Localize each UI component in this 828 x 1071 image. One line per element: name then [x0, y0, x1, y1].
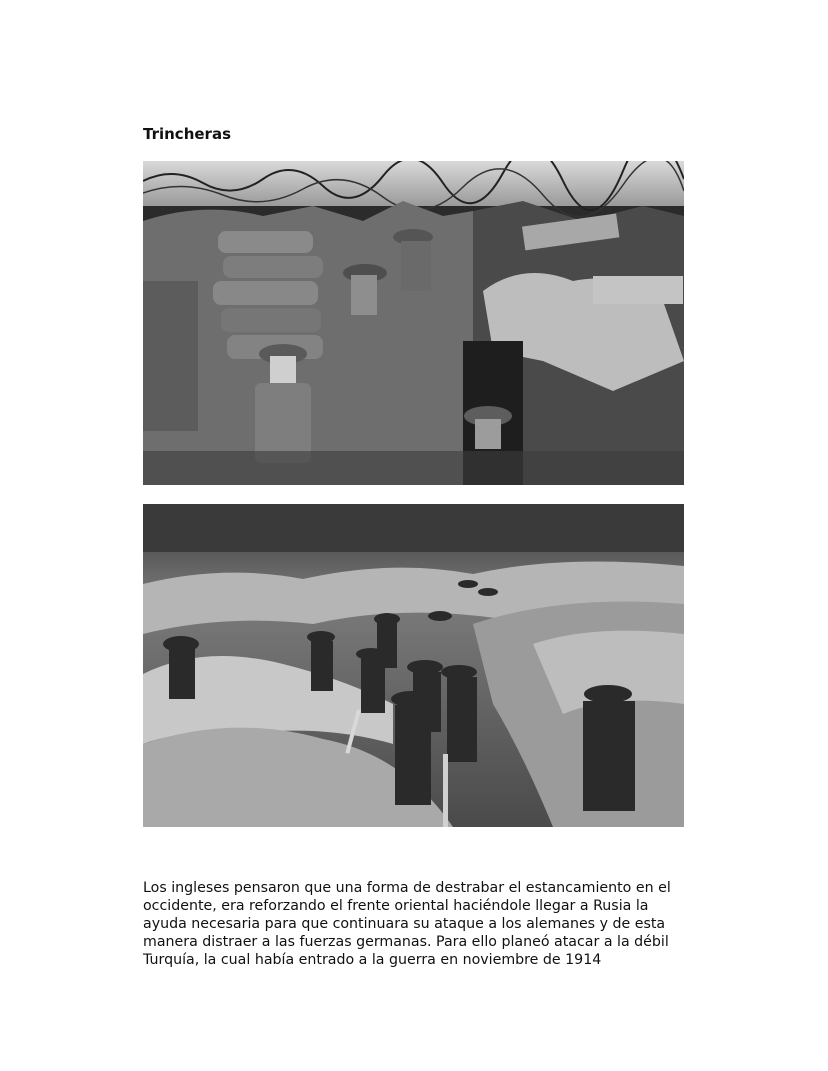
trench-soldiers-photo [143, 161, 684, 485]
page-title: Trincheras [143, 125, 231, 143]
trench-line-photo [143, 504, 684, 827]
body-paragraph: Los ingleses pensaron que una forma de destrabar el estancamiento en el occidente, era reforzando el frente oriental haciéndole llegar a Rusia la ayuda necesaria para que continuara su ataque a los alemanes y de esta manera distraer a las fuerzas germanas. Para ello planeó atacar a la débil Turquía, la cual había entrado a la guerra en noviembre de 1914 [143, 880, 671, 968]
